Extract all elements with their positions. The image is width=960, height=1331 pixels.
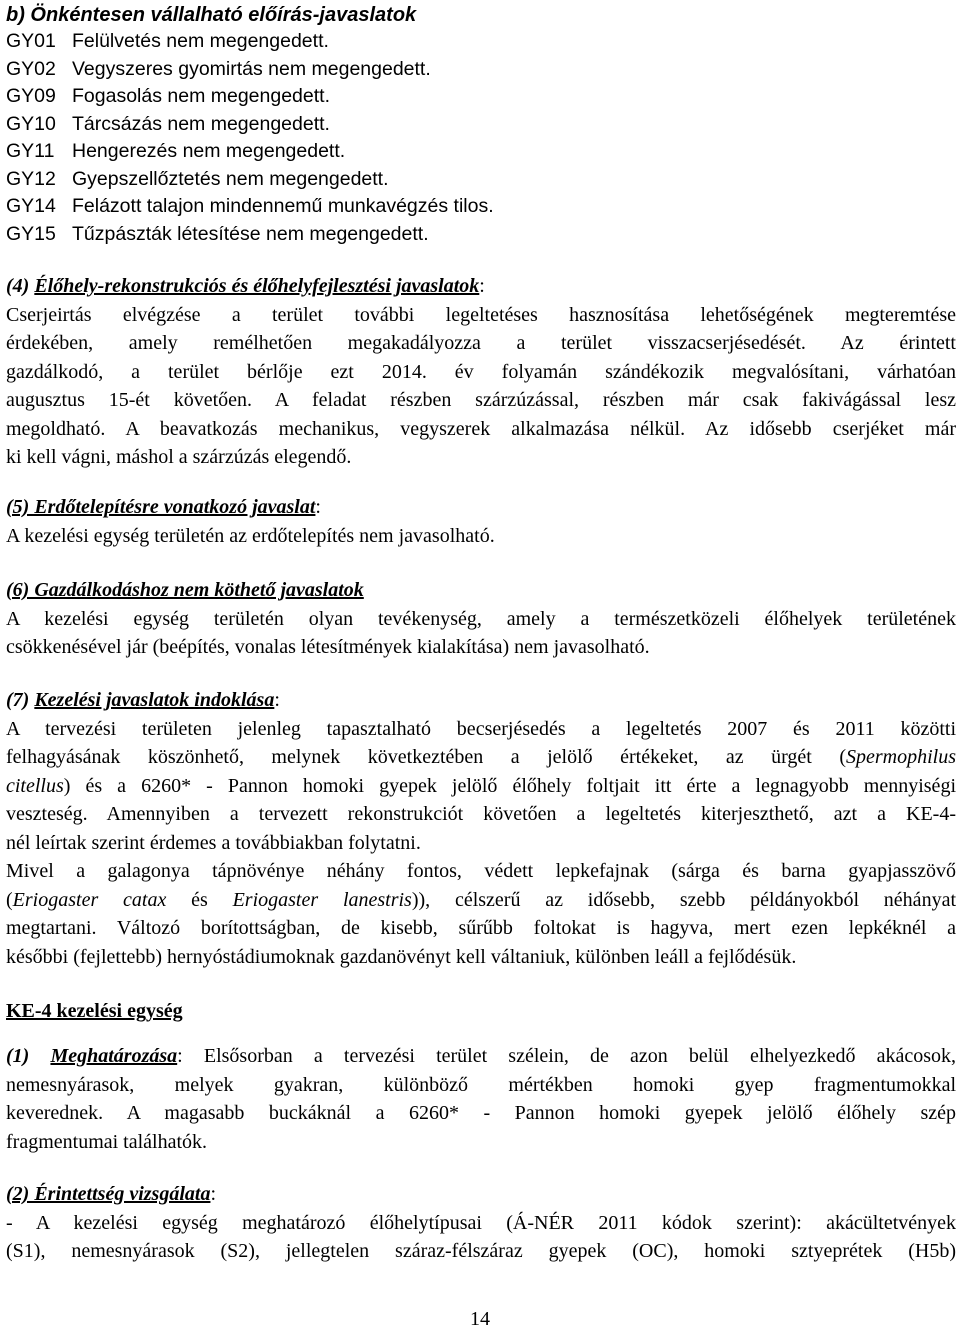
gy-code: GY09: [6, 85, 56, 107]
gy-requirement-item: [6, 56, 494, 84]
gy-requirement-item: [6, 193, 494, 221]
gy-requirement-item: [6, 83, 494, 111]
ke4-paragraph-1-text: Elsősorban a tervezési terület szélein, de azon belül elhelyezkedő akácosok,: [203, 1045, 957, 1067]
ke4-paragraph-2-line: - A kezelési egység meghatározó élőhelytípusai (Á-NÉR 2011 kódok szerint): akácültetvények: [6, 1211, 956, 1234]
gy-code: GY15: [6, 222, 56, 245]
ke4-paragraph-2: [6, 1180, 956, 1266]
paragraph-4-line: augusztus 15-ét követően. A feladat részben szárzúzással, részben már csak fakivágással lesz: [6, 389, 956, 411]
gy-requirement-item: [6, 28, 494, 56]
paragraph-7-heading-line: [6, 686, 956, 715]
paragraph-7-line: A tervezési területen jelenleg tapasztalható becserjésedés a legeltetés 2007 és 2011 közötti: [6, 717, 956, 740]
gy-requirement-item: [6, 138, 494, 166]
ke4-paragraph-2-colon: :: [210, 1183, 217, 1205]
gy-requirement-item: [6, 111, 494, 139]
paragraph-7-line: megtartani. Változó borítottságban, de kisebb, sűrűbb foltokat is hagyva, mert ezen lepkéknél a: [6, 917, 956, 939]
paragraph-7-heading: Kezelési javaslatok indoklása: [34, 689, 275, 711]
paragraph-7-line: nél leírtak szerint érdemes a továbbiakban folytatni.: [6, 831, 421, 854]
paragraph-7-text: ) és a 6260* - Pannon homoki gyepek jelölő élőhely foltjait itt érte a legnagyobb mennyiségi: [63, 774, 956, 797]
paragraph-7: [6, 686, 956, 971]
paragraph-6-line: A kezelési egység területén olyan tevékenység, amely a természetközeli élőhelyek területének: [6, 607, 956, 630]
page-number: 14: [470, 1308, 490, 1330]
ke4-paragraph-1-line: [6, 1042, 956, 1071]
paragraph-4-line: gazdálkodó, a terület bérlője ezt 2014. év folyamán szándékozik megvalósítani, várhatóan: [6, 360, 956, 383]
gy-requirement-item: [6, 221, 494, 249]
paragraph-5-heading: (5) Erdőtelepítésre vonatkozó javaslat: [6, 496, 316, 518]
ke4-paragraph-1-line: fragmentumai találhatók.: [6, 1130, 208, 1153]
paragraph-7-line: veszteség. Amennyiben a tervezett rekonstrukciót követően a legeltetés kiterjeszthető, azt a KE-4-: [6, 803, 956, 825]
gy-text: Felázott talajon mindennemű munkavégzés tilos.: [72, 195, 494, 217]
species-name: Eriogaster lanestris: [232, 888, 412, 911]
paragraph-6-line: csökkenésével jár (beépítés, vonalas létesítmények kialakítása) nem javasolható.: [6, 636, 650, 658]
ke4-paragraph-1-line: keverednek. A magasabb buckáknál a 6260* - Pannon homoki gyepek jelölő élőhely szép: [6, 1102, 956, 1124]
paragraph-7-text: és: [166, 888, 233, 911]
gy-text: Felülvetés nem megengedett.: [72, 30, 329, 52]
paragraph-6-heading-line: [6, 576, 956, 605]
paragraph-5: [6, 493, 956, 550]
paragraph-7-line: későbbi (fejlettebb) hernyóstádiumoknak gazdanövényt kell váltaniuk, különben leáll a fejlődésük.: [6, 945, 797, 968]
paragraph-7-number: (7): [6, 689, 30, 711]
paragraph-5-text: A kezelési egység területén az erdőtelepítés nem javasolható.: [6, 524, 495, 547]
paragraph-5-heading-line: [6, 493, 956, 522]
paragraph-6: [6, 576, 956, 662]
gy-text: Fogasolás nem megengedett.: [72, 85, 330, 107]
gy-code: GY11: [6, 140, 55, 162]
paragraph-7-line: Mivel a galagonya tápnövénye néhány fontos, védett lepkefajnak (sárga és barna gyapjasszövő: [6, 860, 956, 882]
paragraph-4-line: megoldható. A beavatkozás mechanikus, vegyszerek alkalmazása nélkül. Az idősebb cserjéket már: [6, 417, 956, 440]
gy-text: Gyepszellőztetés nem megengedett.: [72, 167, 389, 190]
species-name: citellus: [6, 774, 64, 797]
ke4-paragraph-1-colon: :: [177, 1045, 183, 1067]
gy-text: Vegyszeres gyomirtás nem megengedett.: [72, 57, 431, 80]
paragraph-4-heading-line: [6, 272, 956, 301]
ke4-section-title: KE-4 kezelési egység: [6, 1000, 183, 1022]
gy-code: GY12: [6, 167, 56, 190]
gy-code: GY02: [6, 57, 56, 80]
paragraph-4-line: érdekében, amely remélhetően megakadályozza a terület visszacserjésedését. Az érintett: [6, 332, 956, 354]
paragraph-7-text: )), célszerű az idősebb, szebb példányokból néhányat: [411, 888, 956, 911]
paragraph-6-heading: (6) Gazdálkodáshoz nem köthető javaslatok: [6, 579, 364, 601]
ke4-paragraph-2-heading: (2) Érintettség vizsgálata: [6, 1183, 211, 1205]
paragraph-4-heading: Élőhely-rekonstrukciós és élőhelyfejlesztési javaslatok: [34, 275, 480, 297]
ke4-paragraph-1-heading: Meghatározása: [50, 1045, 178, 1067]
paragraph-7-line: [6, 772, 956, 801]
gy-requirement-list: [6, 28, 494, 248]
paragraph-7-text: felhagyásának köszönhető, melynek következtében a jelölő értékeket, az ürgét (: [6, 746, 846, 768]
paragraph-4: [6, 272, 956, 472]
paragraph-7-text: (: [6, 888, 13, 911]
paragraph-7-line: [6, 886, 956, 915]
ke4-paragraph-1: [6, 1042, 956, 1156]
ke4-paragraph-2-heading-line: [6, 1180, 956, 1209]
paragraph-7-colon: :: [274, 689, 280, 711]
ke4-paragraph-2-line: (S1), nemesnyárasok (S2), jellegtelen száraz-félszáraz gyepek (OC), homoki sztyeprétek (H5b): [6, 1240, 956, 1262]
gy-code: GY01: [6, 30, 56, 52]
paragraph-4-line: ki kell vágni, máshol a szárzúzás elegendő.: [6, 446, 352, 468]
paragraph-7-line: [6, 743, 956, 772]
paragraph-4-colon: :: [479, 275, 485, 297]
paragraph-4-number: (4): [6, 275, 30, 297]
paragraph-5-colon: :: [315, 496, 321, 518]
gy-code: GY14: [6, 195, 56, 217]
gy-text: Hengerezés nem megengedett.: [72, 140, 346, 162]
gy-text: Tűzpászták létesítése nem megengedett.: [72, 222, 429, 245]
section-b-title: b) Önkéntesen vállalható előírás-javaslatok: [6, 4, 417, 26]
gy-requirement-item: [6, 166, 494, 194]
species-name: Spermophilus: [846, 746, 956, 768]
ke4-paragraph-1-number: (1): [6, 1045, 30, 1067]
gy-code: GY10: [6, 112, 56, 135]
gy-text: Tárcsázás nem megengedett.: [72, 112, 330, 135]
species-name: Eriogaster catax: [12, 888, 167, 911]
paragraph-4-line: Cserjeirtás elvégzése a terület további legeltetéses hasznosítása lehetőségének megteremtése: [6, 303, 956, 326]
ke4-paragraph-1-line: nemesnyárasok, melyek gyakran, különböző mértékben homoki gyep fragmentumokkal: [6, 1073, 956, 1096]
